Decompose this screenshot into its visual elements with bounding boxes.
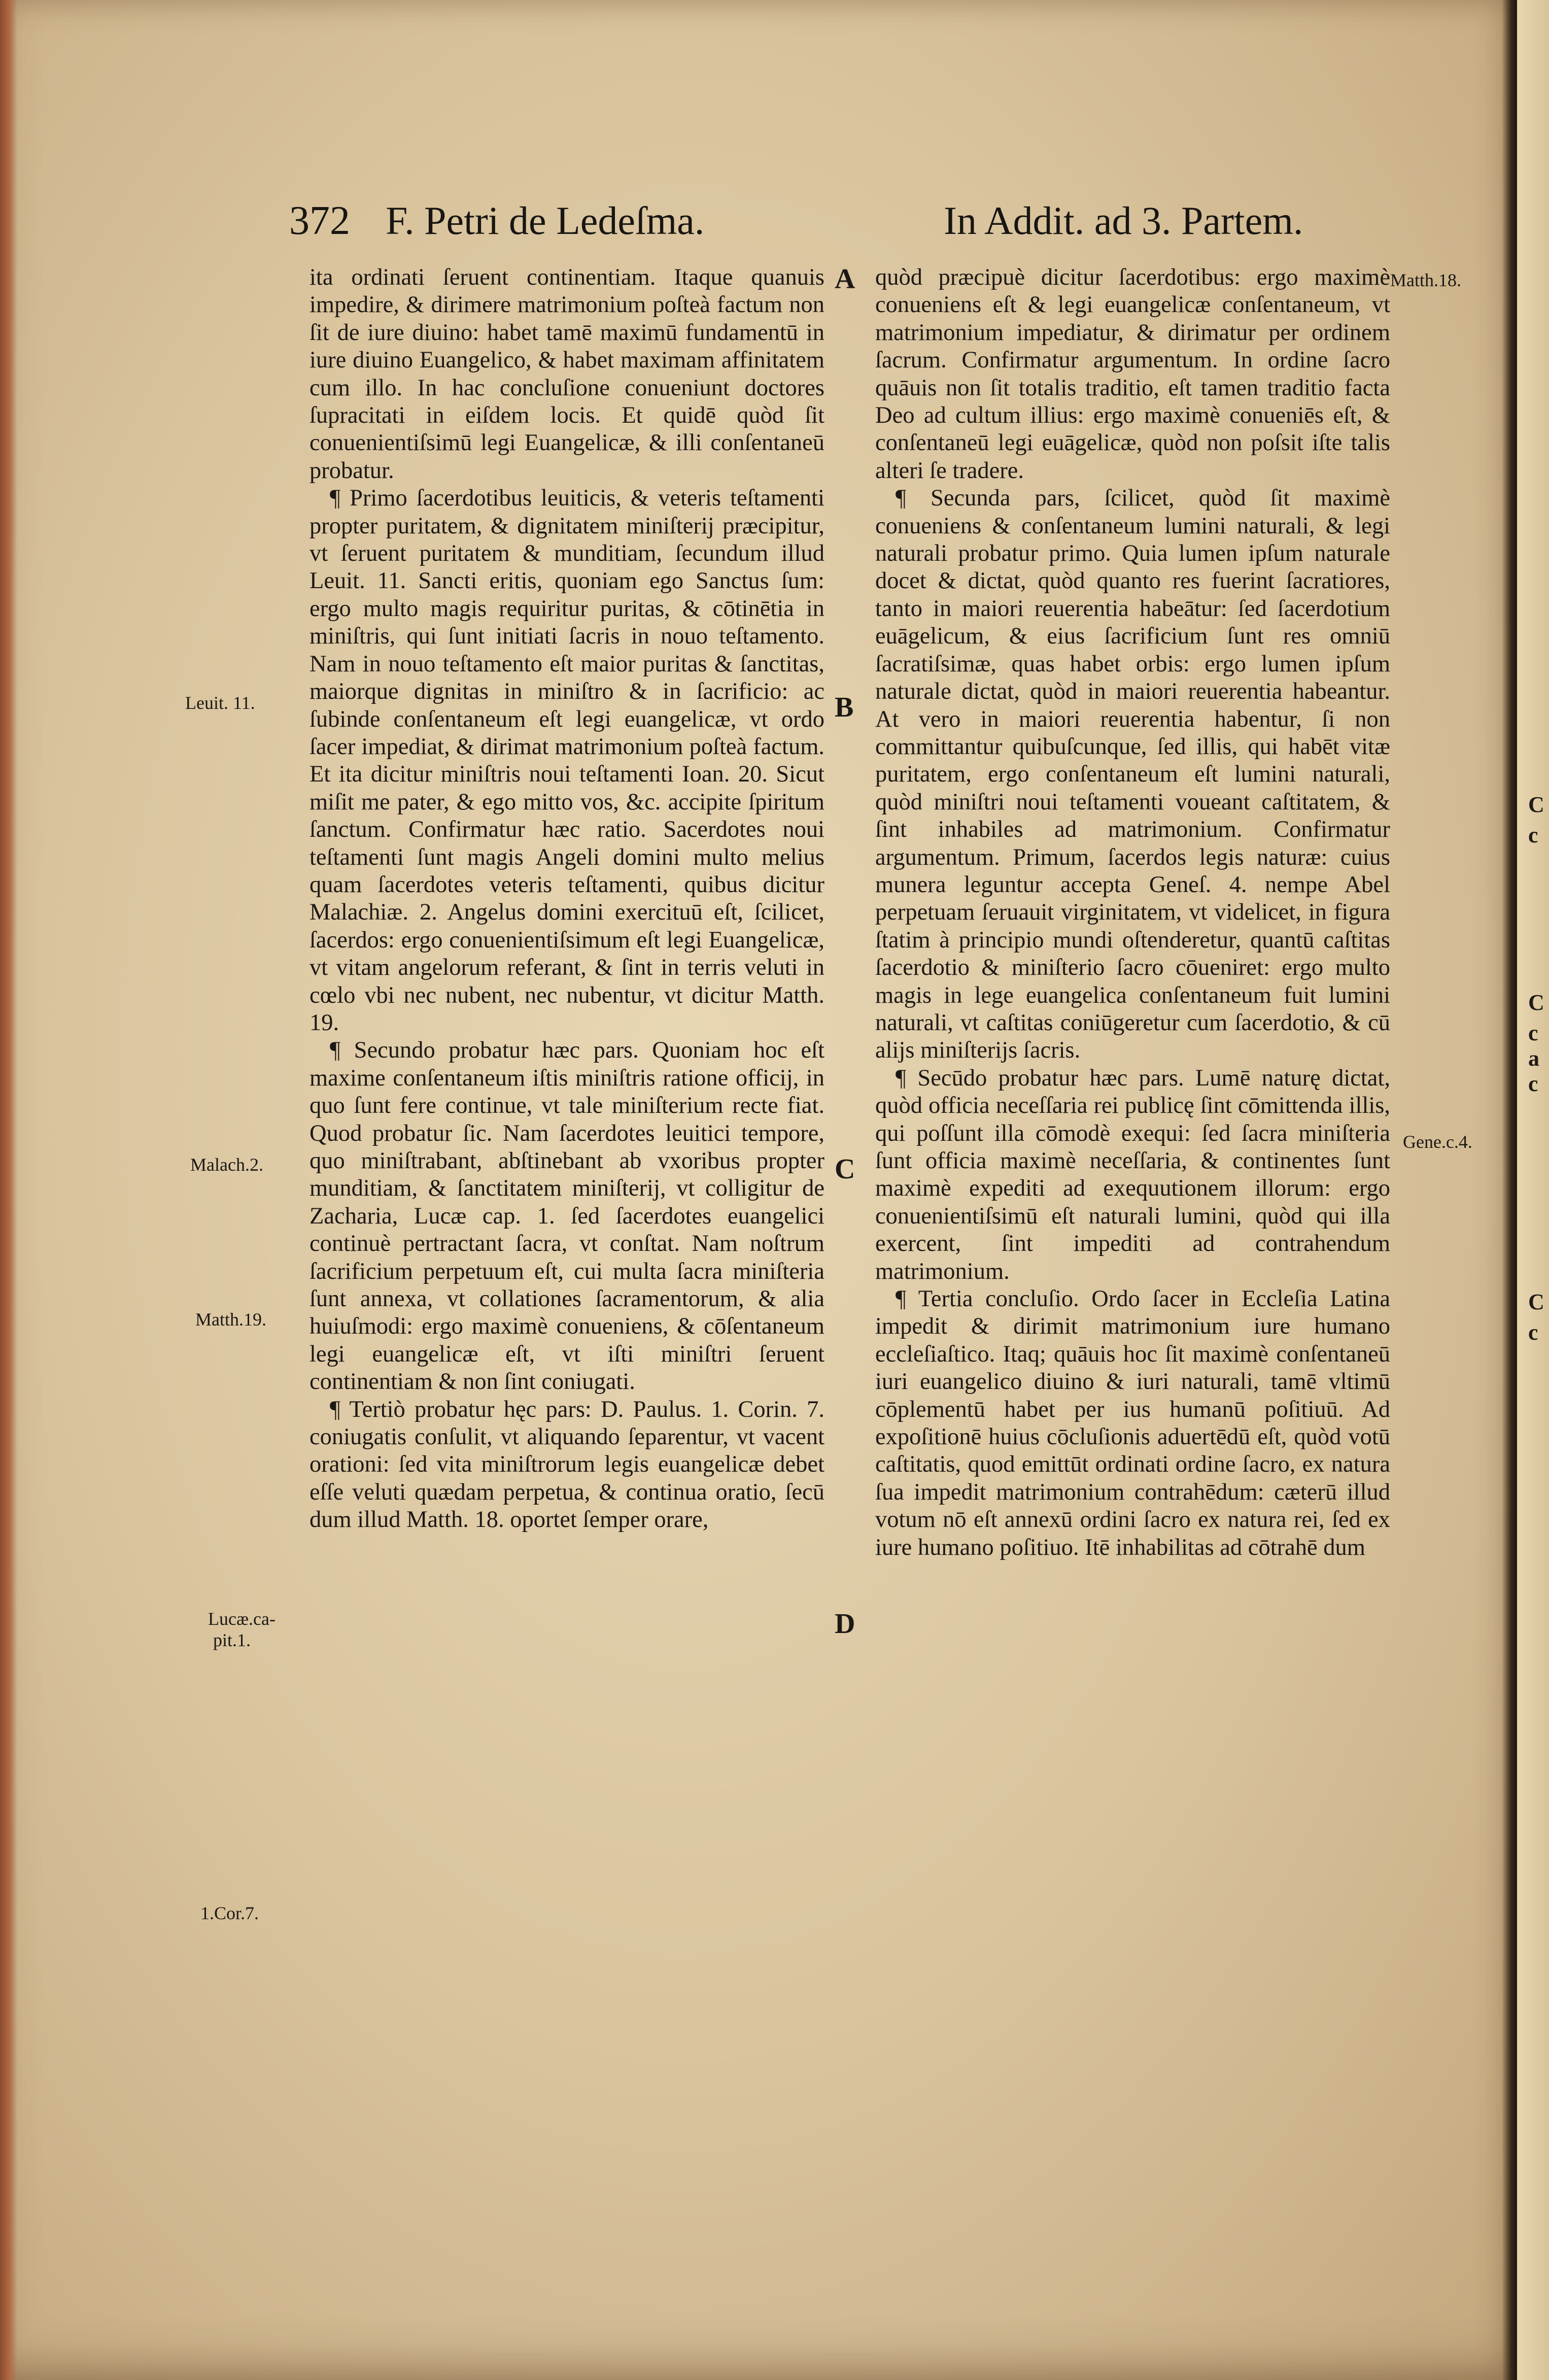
facing-page-strip [1517, 0, 1549, 2380]
facing-page-fragment: a [1528, 1046, 1539, 1071]
marginal-reference: Gene.c.4. [1403, 1132, 1472, 1152]
paragraph: ¶ Secunda pars, ſcilicet, quòd ſit maximè conueniens & conſentaneum lumini naturali, & legi naturali probatur primo. Quia lumen ipſum naturale docet & dictat, quòd quanto res fuerint ſacratiores, tanto in maiori reuerentia habeātur: ſed ſacerdotium euāgelicum, & eius ſacrificium ſunt res omniū ſacratiſsimæ, quas habet orbis: ergo lumen ipſum naturale dictat, quòd in maiori reuerentia habeantur. At vero in maiori reuerentia habentur, ſi non committantur quibuſcunque, ſed illis, qui habēt vitæ puritatem, ergo conſentaneum eſt lumini naturali, quòd miniſtri noui teſtamenti voueant caſtitatem, & ſint inhabiles ad matrimonium. Confirmatur argumentum. Primum, ſacerdos legis naturæ: cuius munera leguntur accepta Geneſ. 4. nempe Abel perpetuam ſeruauit virginitatem, vt videlicet, in figura ſtatim à principio mundi oſtenderetur, quantū caſtitas ſacerdotio & miniſterio ſacro cōueniret: ergo multo magis in lege euangelica conſentaneum fuit lumini naturali, vt caſtitas coniūgeretur cum ſacerdotio, & cū alijs miniſterijs ſacris. [875, 485, 1390, 1064]
section-letter: D [835, 1608, 855, 1640]
marginal-reference: pit.1. [213, 1630, 251, 1650]
facing-page-fragment: c [1528, 1071, 1538, 1096]
left-text-column [309, 264, 824, 1534]
facing-page-fragment: C [1528, 990, 1544, 1015]
paragraph: ita ordinati ſeruent continentiam. Itaque quanuis impedire, & dirimere matrimonium poſteà factum non ſit de iure diuino: habet tamē maximū fundamentū in iure diuino Euangelico, & habet maximam affinitatem cum illo. In hac concluſione conueniunt doctores ſupracitati in eiſdem locis. Et quidē quòd ſit conuenientiſsimū legi Euangelicæ, & illi conſentaneū probatur. [309, 264, 824, 484]
running-title-author: F. Petri de Ledeſma. [386, 198, 705, 243]
marginal-reference: Leuit. 11. [185, 693, 255, 713]
running-title-work: In Addit. ad 3. Partem. [944, 198, 1303, 243]
page-edge [0, 0, 17, 2380]
facing-page-fragment: C [1528, 1289, 1544, 1314]
facing-page-fragment: c [1528, 823, 1538, 847]
marginal-reference: Lucæ.ca- [208, 1609, 276, 1629]
marginal-reference: Matth.18. [1390, 270, 1461, 290]
running-header [289, 198, 1339, 254]
marginal-reference: Matth.19. [195, 1309, 266, 1330]
page-number: 372 [289, 198, 350, 243]
paragraph: ¶ Secundo probatur hæc pars. Quoniam hoc eſt maxime conſentaneum iſtis miniſtris ratione officij, in quo ſunt fere continue, vt tale miniſterium recte fiat. Quod probatur ſic. Nam ſacerdotes leuitici tempore, quo miniſtrabant, abſtinebant ab vxoribus propter munditiam, & ſanctitatem miniſterij, vt colligitur de Zacharia, Lucæ cap. 1. ſed ſacerdotes euangelici continuè pertractant ſacra, vt conſtat. Nam noſtrum ſacrificium perpetuum eſt, cui multa ſacra miniſteria ſunt annexa, vt collationes ſacramentorum, & alia huiuſmodi: ergo maximè conueniens, & cōſentaneum legi euangelicæ eſt, vt iſti miniſtri ſeruent continentiam & non ſint coniugati. [309, 1037, 824, 1395]
marginal-reference: 1.Cor.7. [200, 1903, 259, 1923]
paragraph: ¶ Primo ſacerdotibus leuiticis, & veteris teſtamenti propter puritatem, & dignitatem miniſterij præcipitur, vt ſeruent puritatem & munditiam, ſecundum illud Leuit. 11. Sancti eritis, quoniam ego Sanctus ſum: ergo multo magis requiritur puritas, & cōtinētia in miniſtris, qui ſunt initiati ſacris in nouo teſtamento. Nam in nouo teſtamento eſt maior puritas & ſanctitas, maiorque dignitas in miniſtro & in ſacrificio: ac ſubinde conſentaneum eſt legi euangelicæ, vt ordo ſacer impediat, & dirimat matrimonium poſteà factum. Et ita dicitur miniſtris noui teſtamenti Ioan. 20. Sicut miſit me pater, & ego mitto vos, &c. accipite ſpiritum ſanctum. Confirmatur hæc ratio. Sacerdotes noui teſtamenti ſunt magis Angeli domini multo melius quam ſacerdotes veteris teſtamenti, quibus dicitur Malachiæ. 2. Angelus domini exercituū eſt, ſcilicet, ſacerdos: ergo conuenientiſsimum eſt legi Euangelicæ, vt vitam angelorum referant, & ſint in terris veluti in cœlo vbi nec nubent, nec nubentur, vt dicitur Matth. 19. [309, 485, 824, 1036]
paragraph: ¶ Tertia concluſio. Ordo ſacer in Eccleſia Latina impedit & dirimit matrimonium iure humano eccleſiaſtico. Itaq; quāuis hoc ſit maximè conſentaneū iuri euangelico diuino & iuri naturali, tamē vltimū cōplementū habet per ius humanū poſitiuū. Ad expoſitionē huius cōcluſionis aduertēdū eſt, quòd votū caſtitatis, quod emittūt ordinati ordine ſacro, ex natura ſua impedit matrimonium contrahēdum: cæterū illud votum nō eſt annexū ordini ſacro ex natura rei, ſed ex iure humano poſitiuo. Itē inhabilitas ad cōtrahē dum [875, 1286, 1390, 1560]
facing-page-fragment: c [1528, 1021, 1538, 1045]
facing-page-fragment: c [1528, 1320, 1538, 1345]
paragraph: quòd præcipuè dicitur ſacerdotibus: ergo maximè conueniens eſt & legi euangelicæ conſentaneum, vt matrimonium impediatur, & dirimatur per ordinem ſacrum. Confirmatur argumentum. In ordine ſacro quāuis non ſit totalis traditio, eſt tamen traditio facta Deo ad cultum illius: ergo maximè conueniēs eſt, & conſentaneū legi euāgelicæ, quòd non poſsit iſte talis alteri ſe tradere. [875, 264, 1390, 484]
facing-page-fragment: C [1528, 792, 1544, 817]
book-gutter [1502, 0, 1517, 2380]
section-letter: C [835, 1153, 855, 1185]
right-text-column [875, 264, 1390, 1561]
section-letter: A [835, 263, 855, 295]
paragraph: ¶ Tertiò probatur hęc pars: D. Paulus. 1. Corin. 7. coniugatis conſulit, vt aliquando ſeparentur, vt vacent orationi: ſed vita miniſtrorum legis euangelicæ debet eſſe veluti quædam perpetua, & continua oratio, ſecū dum illud Matth. 18. oportet ſemper orare, [309, 1396, 824, 1533]
marginal-reference: Malach.2. [190, 1154, 263, 1175]
paragraph: ¶ Secūdo probatur hæc pars. Lumē naturę dictat, quòd officia neceſſaria rei publicę ſint cōmittenda illis, qui poſſunt illa cōmodè exequi: ſed ſacra miniſteria ſunt officia maximè neceſſaria, & continentes ſunt maximè expediti ad exequutionem illorum: ergo conuenientiſsimū eſt naturali lumini, quòd qui illa exercent, ſint impediti ad contrahendum matrimonium. [875, 1065, 1390, 1284]
section-letter: B [835, 692, 854, 723]
